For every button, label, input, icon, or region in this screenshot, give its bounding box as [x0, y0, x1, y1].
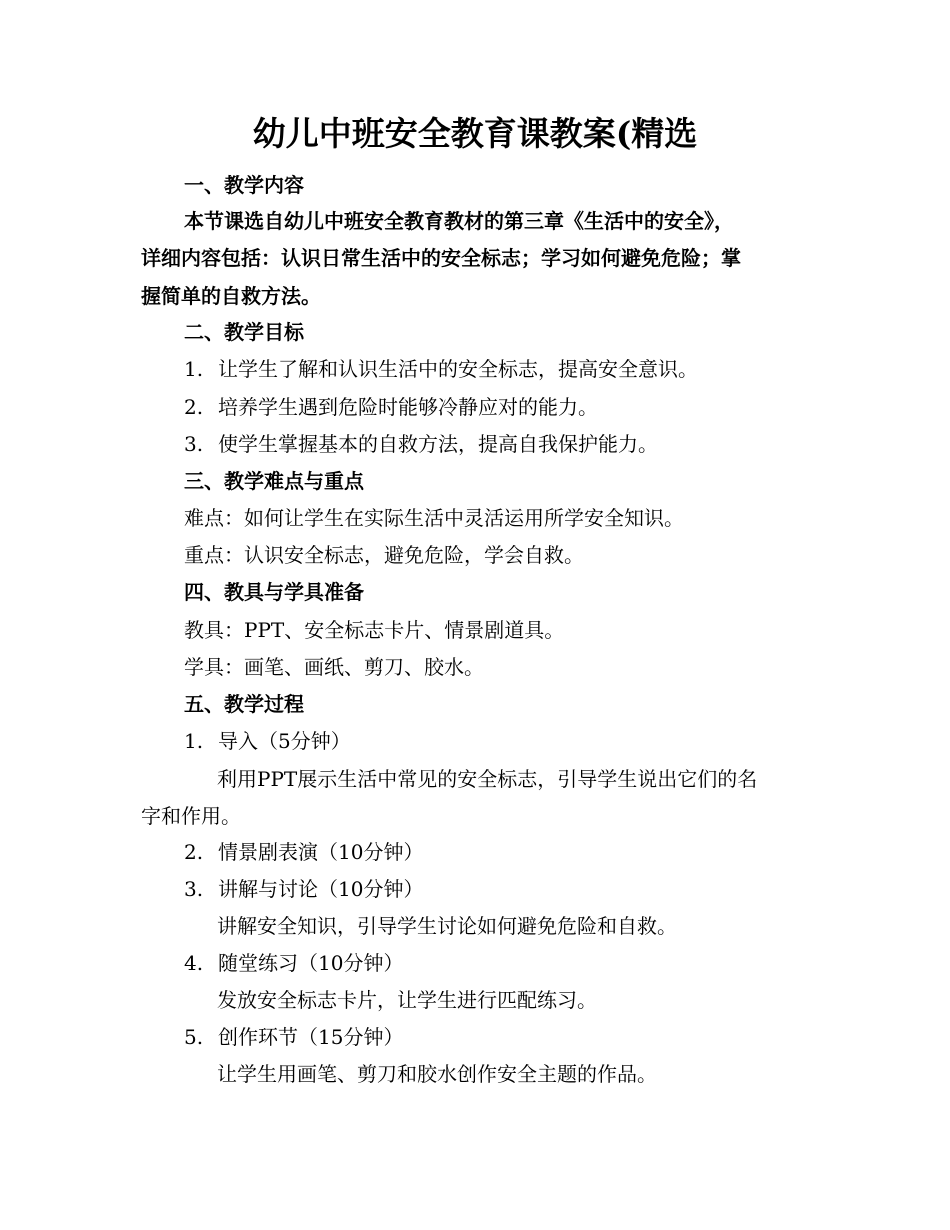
step-number: 1. — [184, 729, 204, 753]
document-title: 幼儿中班安全教育课教案(精选 — [252, 114, 698, 153]
process-step — [184, 729, 351, 753]
step-title: 创作环节（15分钟） — [218, 1025, 404, 1049]
section-heading-goals: 二、教学目标 — [184, 320, 304, 344]
content-paragraph-line: 详细内容包括：认识日常生活中的安全标志；学习如何避免危险；掌 — [141, 246, 741, 270]
goal-text: 培养学生遇到危险时能够冷静应对的能力。 — [218, 395, 598, 419]
step-title: 讲解与讨论（10分钟） — [218, 877, 424, 901]
goal-text: 让学生了解和认识生活中的安全标志，提高安全意识。 — [218, 357, 698, 381]
section-heading-difficulty: 三、教学难点与重点 — [184, 469, 364, 493]
goal-item — [184, 432, 658, 456]
goal-number: 2. — [184, 395, 204, 419]
step-description: 发放安全标志卡片，让学生进行匹配练习。 — [217, 988, 597, 1012]
step-description: 利用PPT展示生活中常见的安全标志，引导学生说出它们的名 — [217, 767, 758, 791]
student-materials: 学具：画笔、画纸、剪刀、胶水。 — [184, 655, 484, 679]
step-number: 3. — [184, 877, 204, 901]
goal-text: 使学生掌握基本的自救方法，提高自我保护能力。 — [218, 432, 658, 456]
step-title: 随堂练习（10分钟） — [218, 951, 404, 975]
step-number: 4. — [184, 951, 204, 975]
step-title: 导入（5分钟） — [218, 729, 351, 753]
process-step — [184, 951, 403, 975]
process-step — [184, 1025, 403, 1049]
goal-number: 3. — [184, 432, 204, 456]
step-title: 情景剧表演（10分钟） — [218, 840, 424, 864]
step-description: 讲解安全知识，引导学生讨论如何避免危险和自救。 — [217, 914, 677, 938]
section-heading-content: 一、教学内容 — [184, 173, 304, 197]
content-paragraph-line: 本节课选自幼儿中班安全教育教材的第三章《生活中的安全》， — [184, 209, 734, 233]
key-point: 重点：认识安全标志，避免危险，学会自救。 — [184, 543, 584, 567]
process-step — [184, 877, 423, 901]
process-step — [184, 840, 423, 864]
teacher-materials: 教具：PPT、安全标志卡片、情景剧道具。 — [184, 618, 565, 642]
difficult-point: 难点：如何让学生在实际生活中灵活运用所学安全知识。 — [184, 506, 684, 530]
content-paragraph-line: 握简单的自救方法。 — [141, 284, 321, 308]
step-description: 让学生用画笔、剪刀和胶水创作安全主题的作品。 — [217, 1062, 657, 1086]
step-number: 2. — [184, 840, 204, 864]
section-heading-process: 五、教学过程 — [184, 692, 304, 716]
goal-item — [184, 357, 698, 381]
section-heading-materials: 四、教具与学具准备 — [184, 580, 364, 604]
goal-number: 1. — [184, 357, 204, 381]
step-description: 字和作用。 — [141, 804, 241, 828]
step-number: 5. — [184, 1025, 204, 1049]
goal-item — [184, 395, 598, 419]
